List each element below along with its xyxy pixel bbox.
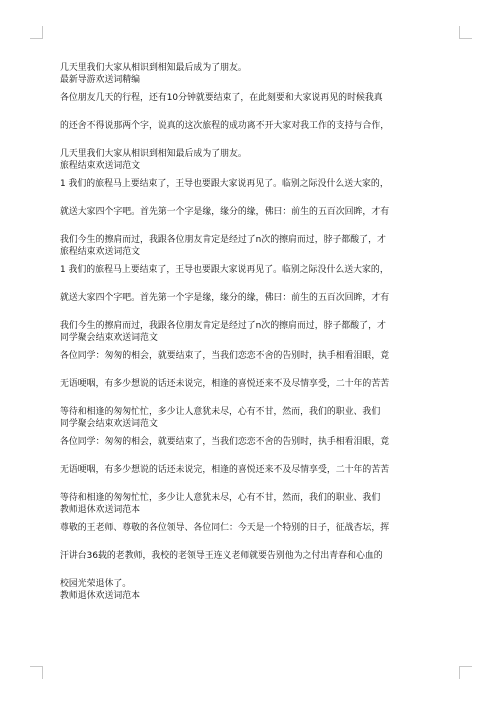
paragraph-line: 无语哽咽，有多少想说的话还未说完，相逢的喜悦还来不及尽情享受，二十年的苦苦 [60,379,390,389]
document-body [60,62,452,602]
paragraph-line: 1 我们的旅程马上要结束了，王导也要跟大家说再见了。临别之际没什么送大家的， [60,265,389,275]
paragraph-line: 等待和相逢的匆匆忙忙，多少让人意犹未尽，心有不甘，然而，我们的职业、我们 [60,407,381,417]
crop-mark-top-right [459,26,472,39]
section-heading: 同学聚会结束欢送词范文 [60,333,158,343]
paragraph-line: 的还舍不得说那两个字，说真的这次旅程的成功离不开大家对我工作的支持与合作， [60,121,390,131]
section-heading: 旅程结束欢送词范文 [60,247,141,257]
paragraph-line: 各位朋友几天的行程，还有10分钟就要结束了，在此刻要和大家说再见的时候我真 [60,93,383,103]
paragraph-line: 尊敬的王老师、尊敬的各位领导、各位同仁：今天是一个特别的日子，征战杏坛，挥 [60,523,390,533]
crop-mark-bottom-left [30,666,43,679]
paragraph-line: 汗讲台36载的老教师，我校的老领导王连义老师就要告别他为之付出青春和心血的 [60,551,383,561]
paragraph-line: 就送大家四个字吧。首先第一个字是缘，缘分的缘，佛曰：前生的五百次回眸，才有 [60,207,390,217]
crop-mark-top-left [30,26,43,39]
paragraph-line: 校园光荣退休了。 [60,579,132,589]
paragraph-line: 等待和相逢的匆匆忙忙，多少让人意犹未尽，心有不甘，然而，我们的职业、我们 [60,493,381,503]
crop-mark-bottom-right [459,666,472,679]
paragraph-line: 我们今生的擦肩而过，我跟各位朋友肯定是经过了n次的擦肩而过，脖子都酸了，才 [60,235,386,245]
paragraph-line: 几天里我们大家从相识到相知最后成为了朋友。 [60,149,247,159]
section-heading: 最新导游欢送词精编 [60,75,141,85]
paragraph-line: 各位同学：匆匆的相会，就要结束了，当我们恋恋不舍的告别时，执手相看泪眼，竟 [60,351,390,361]
paragraph-line: 各位同学：匆匆的相会，就要结束了，当我们恋恋不舍的告别时，执手相看泪眼，竟 [60,437,390,447]
paragraph-line: 无语哽咽，有多少想说的话还未说完，相逢的喜悦还来不及尽情享受，二十年的苦苦 [60,465,390,475]
section-heading: 同学聚会结束欢送词范文 [60,419,158,429]
section-heading: 旅程结束欢送词范文 [60,161,141,171]
section-heading: 教师退休欢送词范本 [60,505,141,515]
paragraph-line: 几天里我们大家从相识到相知最后成为了朋友。 [60,63,247,73]
paragraph-line: 就送大家四个字吧。首先第一个字是缘，缘分的缘，佛曰：前生的五百次回眸，才有 [60,293,390,303]
paragraph-line: 1 我们的旅程马上要结束了，王导也要跟大家说再见了。临别之际没什么送大家的， [60,179,389,189]
section-heading: 教师退休欢送词范本 [60,591,141,601]
paragraph-line: 我们今生的擦肩而过，我跟各位朋友肯定是经过了n次的擦肩而过，脖子都酸了，才 [60,321,386,331]
